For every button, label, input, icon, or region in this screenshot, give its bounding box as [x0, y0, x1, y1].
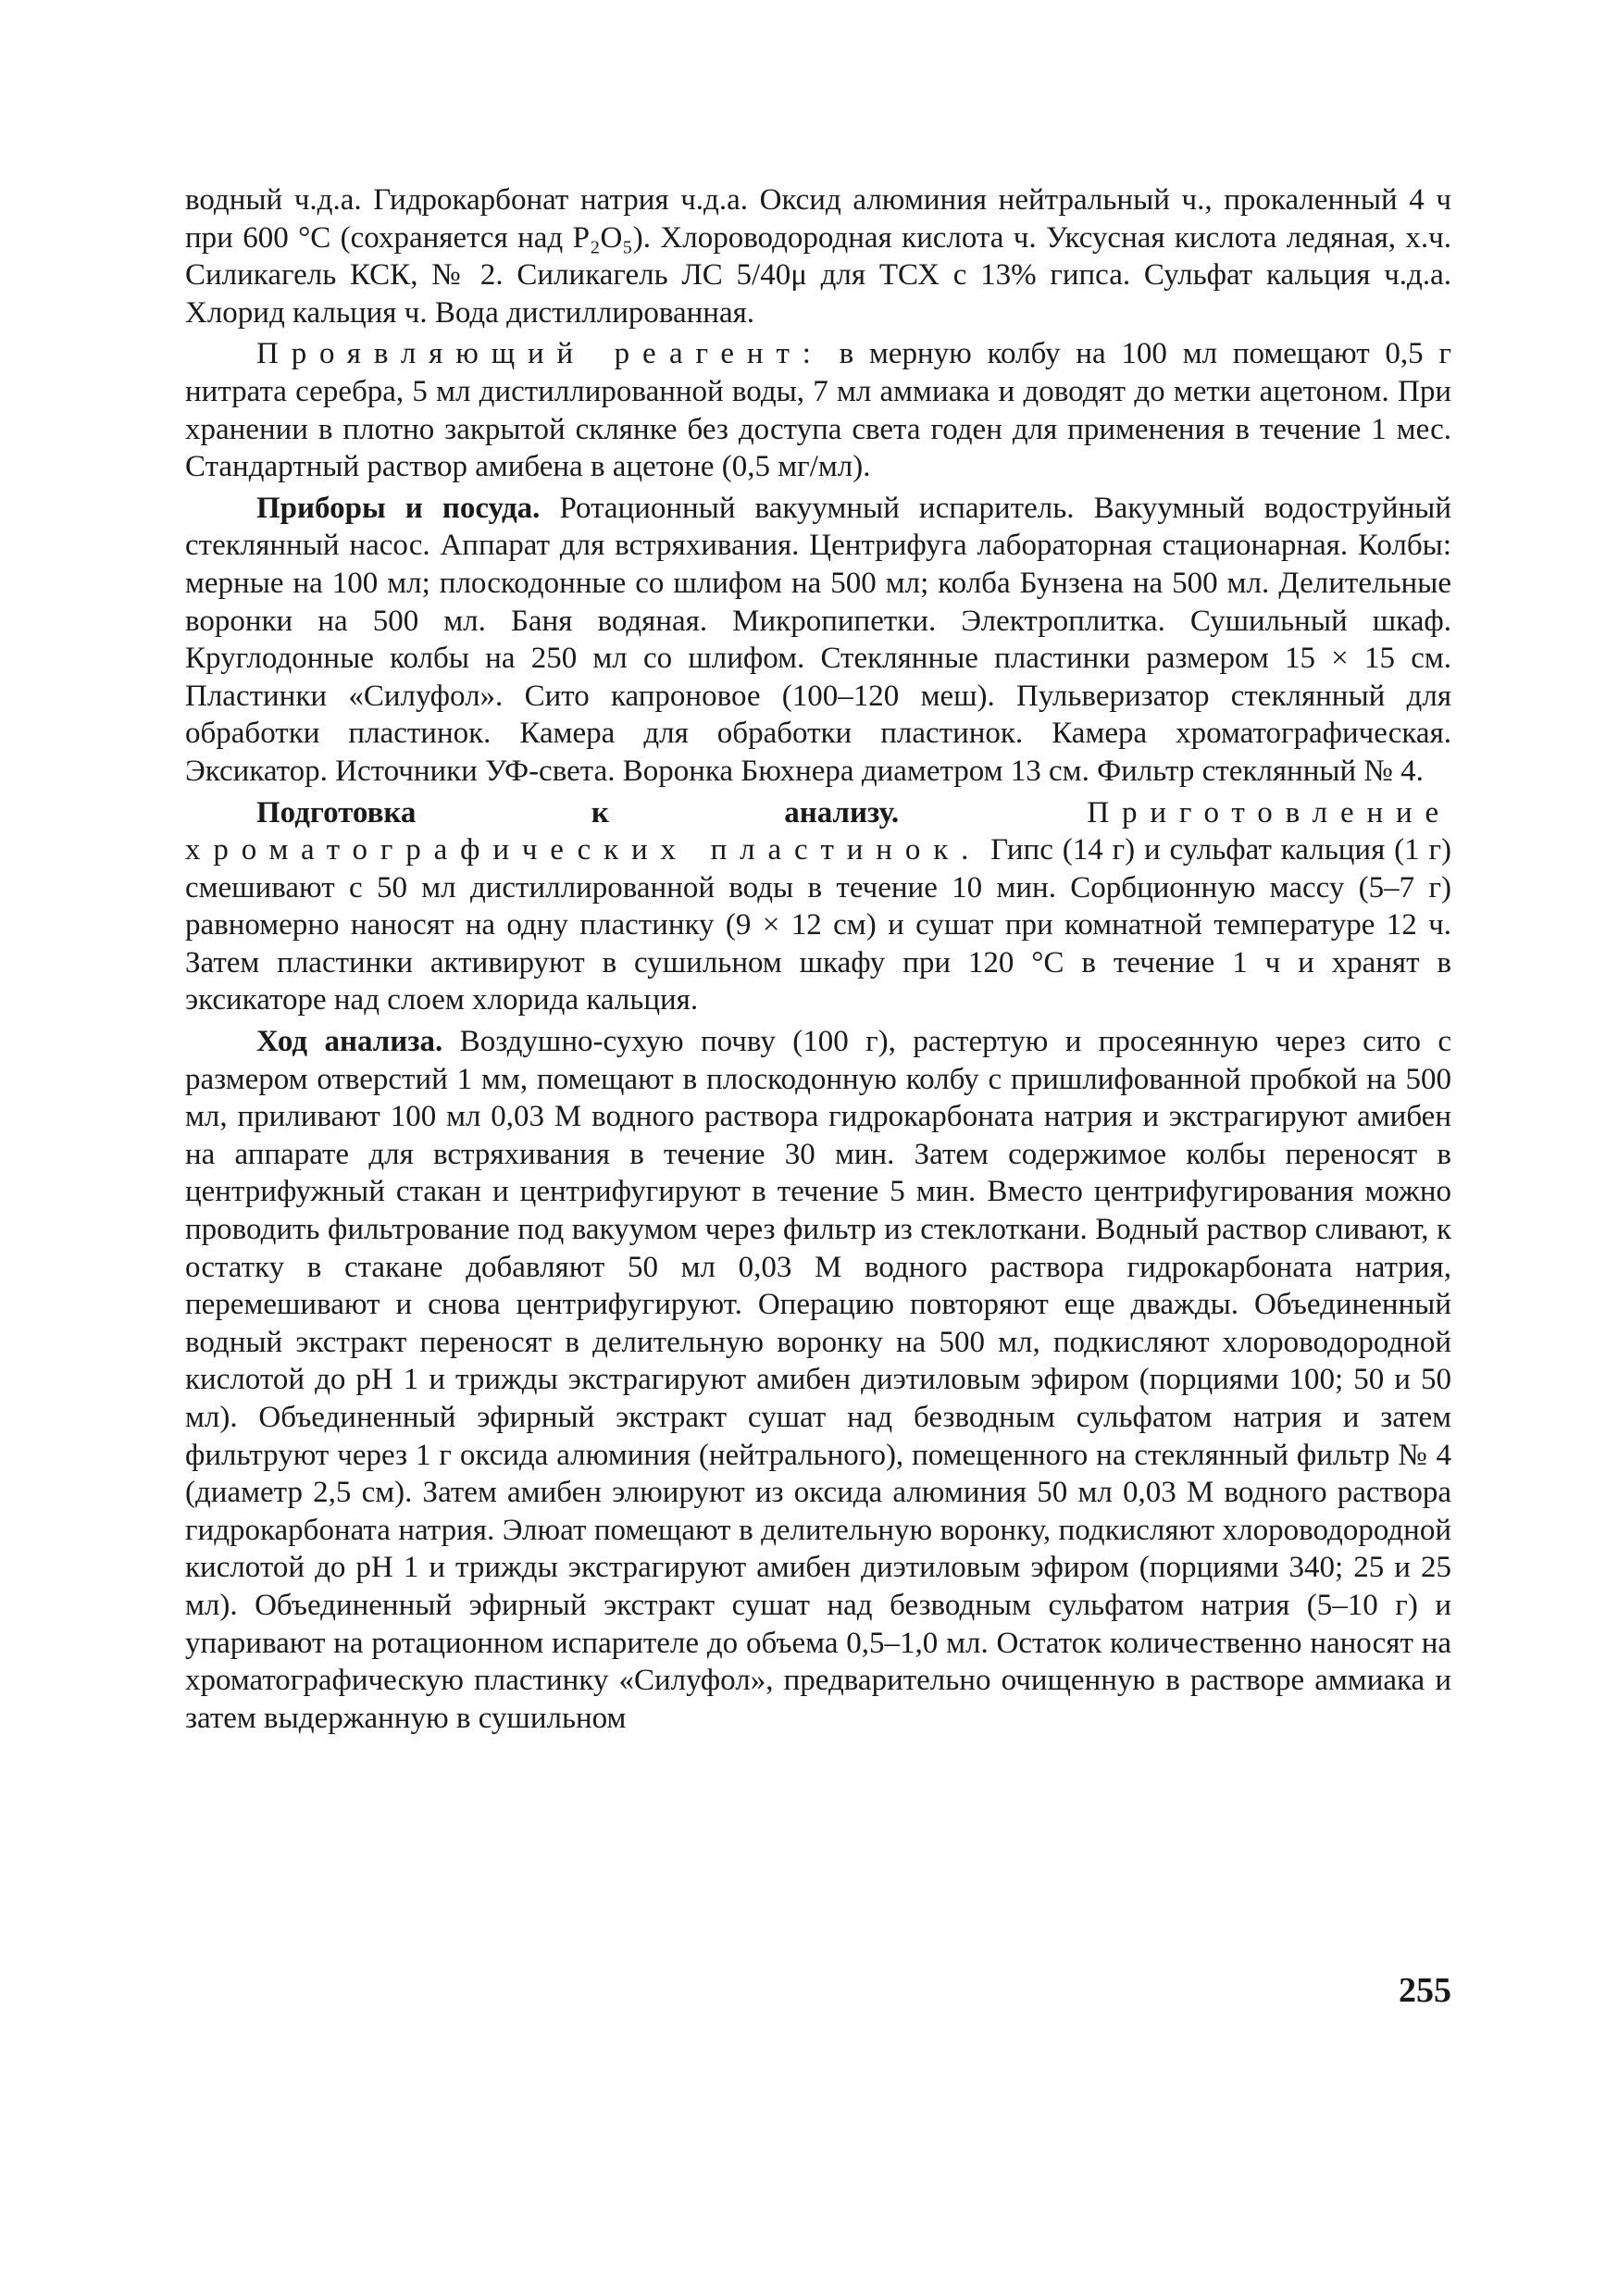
equipment-label: Приборы и посуда.: [256, 491, 541, 525]
procedure-text: Воздушно-сухую почву (100 г), растертую и просеянную через сито с размером отверстий 1 мм, помещают в плоскодонную колбу с пришлифованной пробкой на 500 мл, приливают 100 мл 0,03 М водного раствора гидрокарбоната натрия и экстрагируют амибен на аппарате для встряхивания в течение 30 мин. Затем содержимое колбы переносят в центрифужный стакан и центрифугируют в течение 5 мин. Вместо центрифугирования можно проводить фильтрование под вакуумом через фильтр из стеклоткани. Водный раствор сливают, к остатку в стакане добавляют 50 мл 0,03 М водного раствора гидрокарбоната натрия, перемешивают и снова центрифугируют. Операцию повторяют еще дважды. Объединенный водный экстракт переносят в делительную воронку на 500 мл, подкисляют хлороводородной кислотой до pH 1 и трижды экстрагируют амибен диэтиловым эфиром (порциями 100; 50 и 50 мл). Объединенный эфирный экстракт сушат над безводным сульфатом натрия и затем фильтруют через 1 г оксида алюминия (нейтрального), помещенного на стеклянный фильтр № 4 (диаметр 2,5 см). Затем амибен элюируют из оксида алюминия 50 мл 0,03 М водного раствора гидрокарбоната натрия. Элюат помещают в делительную воронку, подкисляют хлороводородной кислотой до pH 1 и трижды экстрагируют амибен диэтиловым эфиром (порциями 340; 25 и 25 мл). Объединенный эфирный экстракт сушат над безводным сульфатом натрия (5–10 г) и упаривают на ротационном испарителе до объема 0,5–1,0 мл. Остаток количественно наносят на хроматографическую пластинку «Силуфол», предварительно очищенную в растворе аммиака и затем выдержанную в сушильном: [185, 1025, 1452, 1735]
preparation-text: Гипс (14 г) и сульфат кальция (1 г) смешивают с 50 мл дистиллированной воды в течение 10 мин. Сорбционную массу (5–7 г) равномерно наносят на одну пластинку (9 × 12 см) и сушат при комнатной температуре 12 ч. Затем пластинки активируют в сушильном шкафу при 120 °С в течение 1 ч и хранят в эксикаторе над слоем хлорида кальция.: [185, 833, 1452, 1017]
equipment-text: Ротационный вакуумный испаритель. Вакуумный водоструйный стеклянный насос. Аппарат для встряхивания. Центрифуга лабораторная стационарная. Колбы: мерные на 100 мл; плоскодонные со шлифом на 500 мл; колба Бунзена на 500 мл. Делительные воронки на 500 мл. Баня водяная. Микропипетки. Электроплитка. Сушильный шкаф. Круглодонные колбы на 250 мл со шлифом. Стеклянные пластинки размером 15 × 15 см. Пластинки «Силуфол». Сито капроновое (100–120 меш). Пульверизатор стеклянный для обработки пластинок. Камера для обработки пластинок. Камера хроматографическая. Эксикатор. Источники УФ-света. Воронка Бюхнера диаметром 13 см. Фильтр стеклянный № 4.: [185, 491, 1451, 788]
paragraph-procedure: [185, 1023, 1451, 1737]
page-number: 255: [1399, 1971, 1451, 2010]
paragraph-reagents: водный ч.д.а. Гидрокарбонат натрия ч.д.а. Оксид алюминия нейтральный ч., прокаленный 4 ч при 600 °С (сохраняется над P₂O₅). Хлороводородная кислота ч. Уксусная кислота ледяная, х.ч. Силикагель КСК, № 2. Силикагель ЛС 5/40μ для ТСХ с 13% гипса. Сульфат кальция ч.д.а. Хлорид кальция ч. Вода дистиллированная.: [185, 183, 1451, 330]
paragraph-preparation: [185, 794, 1451, 1020]
paragraph-developer: [185, 335, 1451, 485]
procedure-label: Ход анализа.: [256, 1025, 443, 1059]
paragraph-equipment: [185, 490, 1451, 791]
developer-text: в мерную колбу на 100 мл помещают 0,5 г нитрата серебра, 5 мл дистиллированной воды, 7 мл аммиака и доводят до метки ацетоном. При хранении в плотно закрытой склянке без доступа света годен для применения в течение 1 мес. Стандартный раствор амибена в ацетоне (0,5 мг/мл).: [185, 337, 1452, 484]
page-text: [185, 181, 1451, 1737]
developer-label: Проявляющий реагент:: [256, 337, 824, 371]
preparation-label: Подготовка к анализу.: [256, 795, 900, 830]
preparation-subheading: Приготовление хроматографических пластинок.: [185, 795, 1451, 867]
